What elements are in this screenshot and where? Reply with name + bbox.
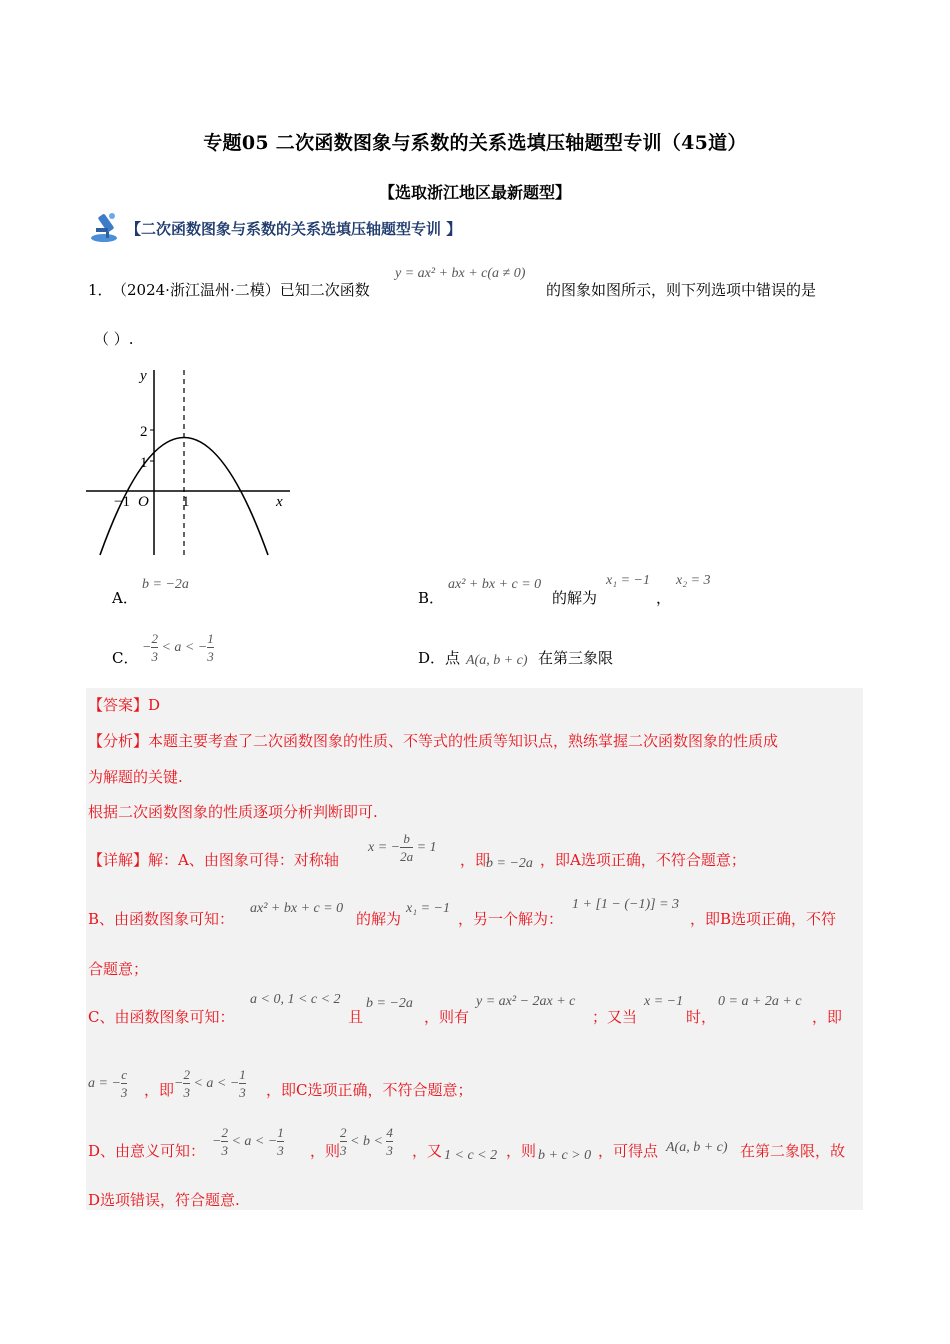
detail-d-math-5: A(a, b + c)	[666, 1140, 728, 1155]
y-tick-label-2: 2	[140, 424, 148, 440]
detail-d-text-3: ，又	[412, 1142, 443, 1160]
detail-c2-frac1: $\frac{c}{3}$	[120, 1067, 128, 1100]
detail-d-text-6: 在第二象限，故	[740, 1142, 846, 1160]
detail-c-math-4: x = −1	[644, 994, 684, 1009]
detail-c-text-5: 时，	[686, 1008, 717, 1026]
detail-d-math-3: 1 < c < 2	[444, 1148, 498, 1163]
option-b-math: ax² + bx + c = 0	[448, 577, 542, 592]
question-formula: y = ax² + bx + c(a ≠ 0)	[395, 266, 526, 281]
detail-a-frac: $\frac{b}{2a}$	[400, 831, 414, 864]
detail-c-text-1: C、由函数图象可知：	[88, 1008, 235, 1026]
detail-d-frac2: $\frac{1}{3}$	[277, 1125, 284, 1158]
question-blank: （ ）.	[94, 330, 134, 348]
detail-d-frac1: $\frac{2}{3}$	[221, 1125, 228, 1158]
x-tick-label-neg1: −1	[114, 494, 130, 510]
detail-b-math-1: ax² + bx + c = 0	[250, 901, 344, 916]
detail-d-text-4: ，则	[506, 1142, 537, 1160]
detail-c-math-3: y = ax² − 2ax + c	[476, 994, 576, 1009]
y-tick-label-1: 1	[140, 455, 148, 471]
page-title: 专题05 二次函数图象与系数的关系选填压轴题型专训（45道）	[203, 132, 747, 154]
analysis-line-3: 根据二次函数图象的性质逐项分析判断即可.	[88, 803, 378, 821]
detail-c-text-6: ，即	[812, 1008, 843, 1026]
option-b-math2: x₁ = −1	[606, 573, 650, 588]
question-text: 的图象如图所示，则下列选项中错误的是	[546, 281, 817, 299]
detail-d-math-2: $\frac{2}{3}$ < b < $\frac{4}{3}$	[340, 1125, 393, 1158]
origin-label: O	[138, 494, 149, 510]
option-b-text: 的解为	[552, 589, 598, 607]
question-number: 1．	[88, 281, 113, 299]
detail-d-text-7: D选项错误，符合题意.	[88, 1191, 240, 1209]
option-b-math3: x₂ = 3	[676, 573, 711, 588]
detail-c2-text-2: ，即C选项正确，不符合题意；	[266, 1081, 473, 1099]
detail-a-math-1: x = − $\frac{b}{2a}$ = 1	[368, 831, 437, 864]
detail-b-text-3: ，另一个解为：	[458, 910, 564, 928]
option-b-comma: ，	[656, 589, 672, 607]
option-c-math	[142, 632, 214, 663]
detail-d-frac4: $\frac{4}{3}$	[386, 1125, 393, 1158]
detail-c2-frac2: $\frac{2}{3}$	[183, 1067, 190, 1100]
detail-c-text-4: ；又当	[592, 1008, 638, 1026]
detail-c2-frac3: $\frac{1}{3}$	[239, 1067, 246, 1100]
detail-d-math-4: b + c > 0	[538, 1148, 592, 1163]
detail-c-math-1: a < 0, 1 < c < 2	[250, 992, 341, 1007]
page-subtitle: 【选取浙江地区最新题型】	[378, 183, 571, 202]
option-c-minus: −	[142, 639, 152, 655]
option-a-label: A．	[112, 589, 138, 607]
x-tick-label-1: 1	[182, 494, 190, 510]
detail-a-text-1: 【详解】解：A、由图象可得：对称轴	[88, 851, 339, 869]
answer-box	[86, 688, 863, 1210]
option-b-label: B．	[418, 589, 445, 607]
microscope-icon	[88, 208, 124, 248]
detail-c-text-3: ，则有	[424, 1008, 470, 1026]
detail-d-text-5: ，可得点	[598, 1142, 659, 1160]
detail-a-math-2: b = −2a	[486, 856, 533, 871]
option-a-math: b = −2a	[142, 577, 189, 592]
detail-b-math-2: x₁ = −1	[406, 901, 450, 916]
detail-b-text-1: B、由函数图象可知：	[88, 910, 235, 928]
analysis-line-2: 为解题的关键.	[88, 768, 183, 786]
detail-a-text-3: ，即A选项正确，不符合题意；	[540, 851, 746, 869]
detail-c2-math-1: a = − $\frac{c}{3}$	[88, 1067, 128, 1100]
detail-b-math-3: 1 + [1 − (−1)] = 3	[572, 897, 680, 912]
detail-c2-math-2: − $\frac{2}{3}$ < a < − $\frac{1}{3}$	[174, 1067, 246, 1100]
analysis-line-1: 【分析】本题主要考查了二次函数图象的性质、不等式的性质等知识点，熟练掌握二次函数图象的性质成	[88, 732, 779, 750]
detail-b-text-2: 的解为	[356, 910, 402, 928]
question-source: （2024·浙江温州·二模）已知二次函数	[112, 281, 370, 299]
detail-b-text-4: ，即B选项正确，不符	[690, 910, 837, 928]
option-d-label: D．点	[418, 649, 461, 667]
detail-d-math-1: − $\frac{2}{3}$ < a < − $\frac{1}{3}$	[212, 1125, 284, 1158]
detail-c-math-5: 0 = a + 2a + c	[718, 994, 802, 1009]
y-axis-label: y	[140, 368, 147, 384]
parabola-graph	[80, 360, 300, 560]
detail-d-text-2: ，则	[310, 1142, 341, 1160]
detail-d-text-1: D、由意义可知：	[88, 1142, 206, 1160]
section-label: 【二次函数图象与系数的关系选填压轴题型专训 】	[126, 219, 462, 238]
detail-b-text-5: 合题意；	[88, 960, 149, 978]
x-axis-label: x	[276, 494, 283, 510]
option-d-text: 在第三象限	[538, 649, 614, 667]
option-c-frac1: $\frac{2}{3}$	[151, 631, 158, 664]
option-c-middle: < a < −	[157, 639, 208, 655]
option-d-math: A(a, b + c)	[466, 653, 528, 668]
section-header	[88, 210, 461, 246]
detail-a-text-2: ，即	[460, 851, 491, 869]
detail-d-frac3: $\frac{2}{3}$	[340, 1125, 347, 1158]
option-c-label: C．	[112, 649, 139, 667]
detail-c-text-2: 且	[348, 1008, 364, 1026]
detail-c2-text-1: ，即	[144, 1081, 175, 1099]
option-c-frac2: $\frac{1}{3}$	[207, 631, 214, 664]
detail-c-math-2: b = −2a	[366, 996, 413, 1011]
answer-line: 【答案】D	[88, 696, 161, 714]
